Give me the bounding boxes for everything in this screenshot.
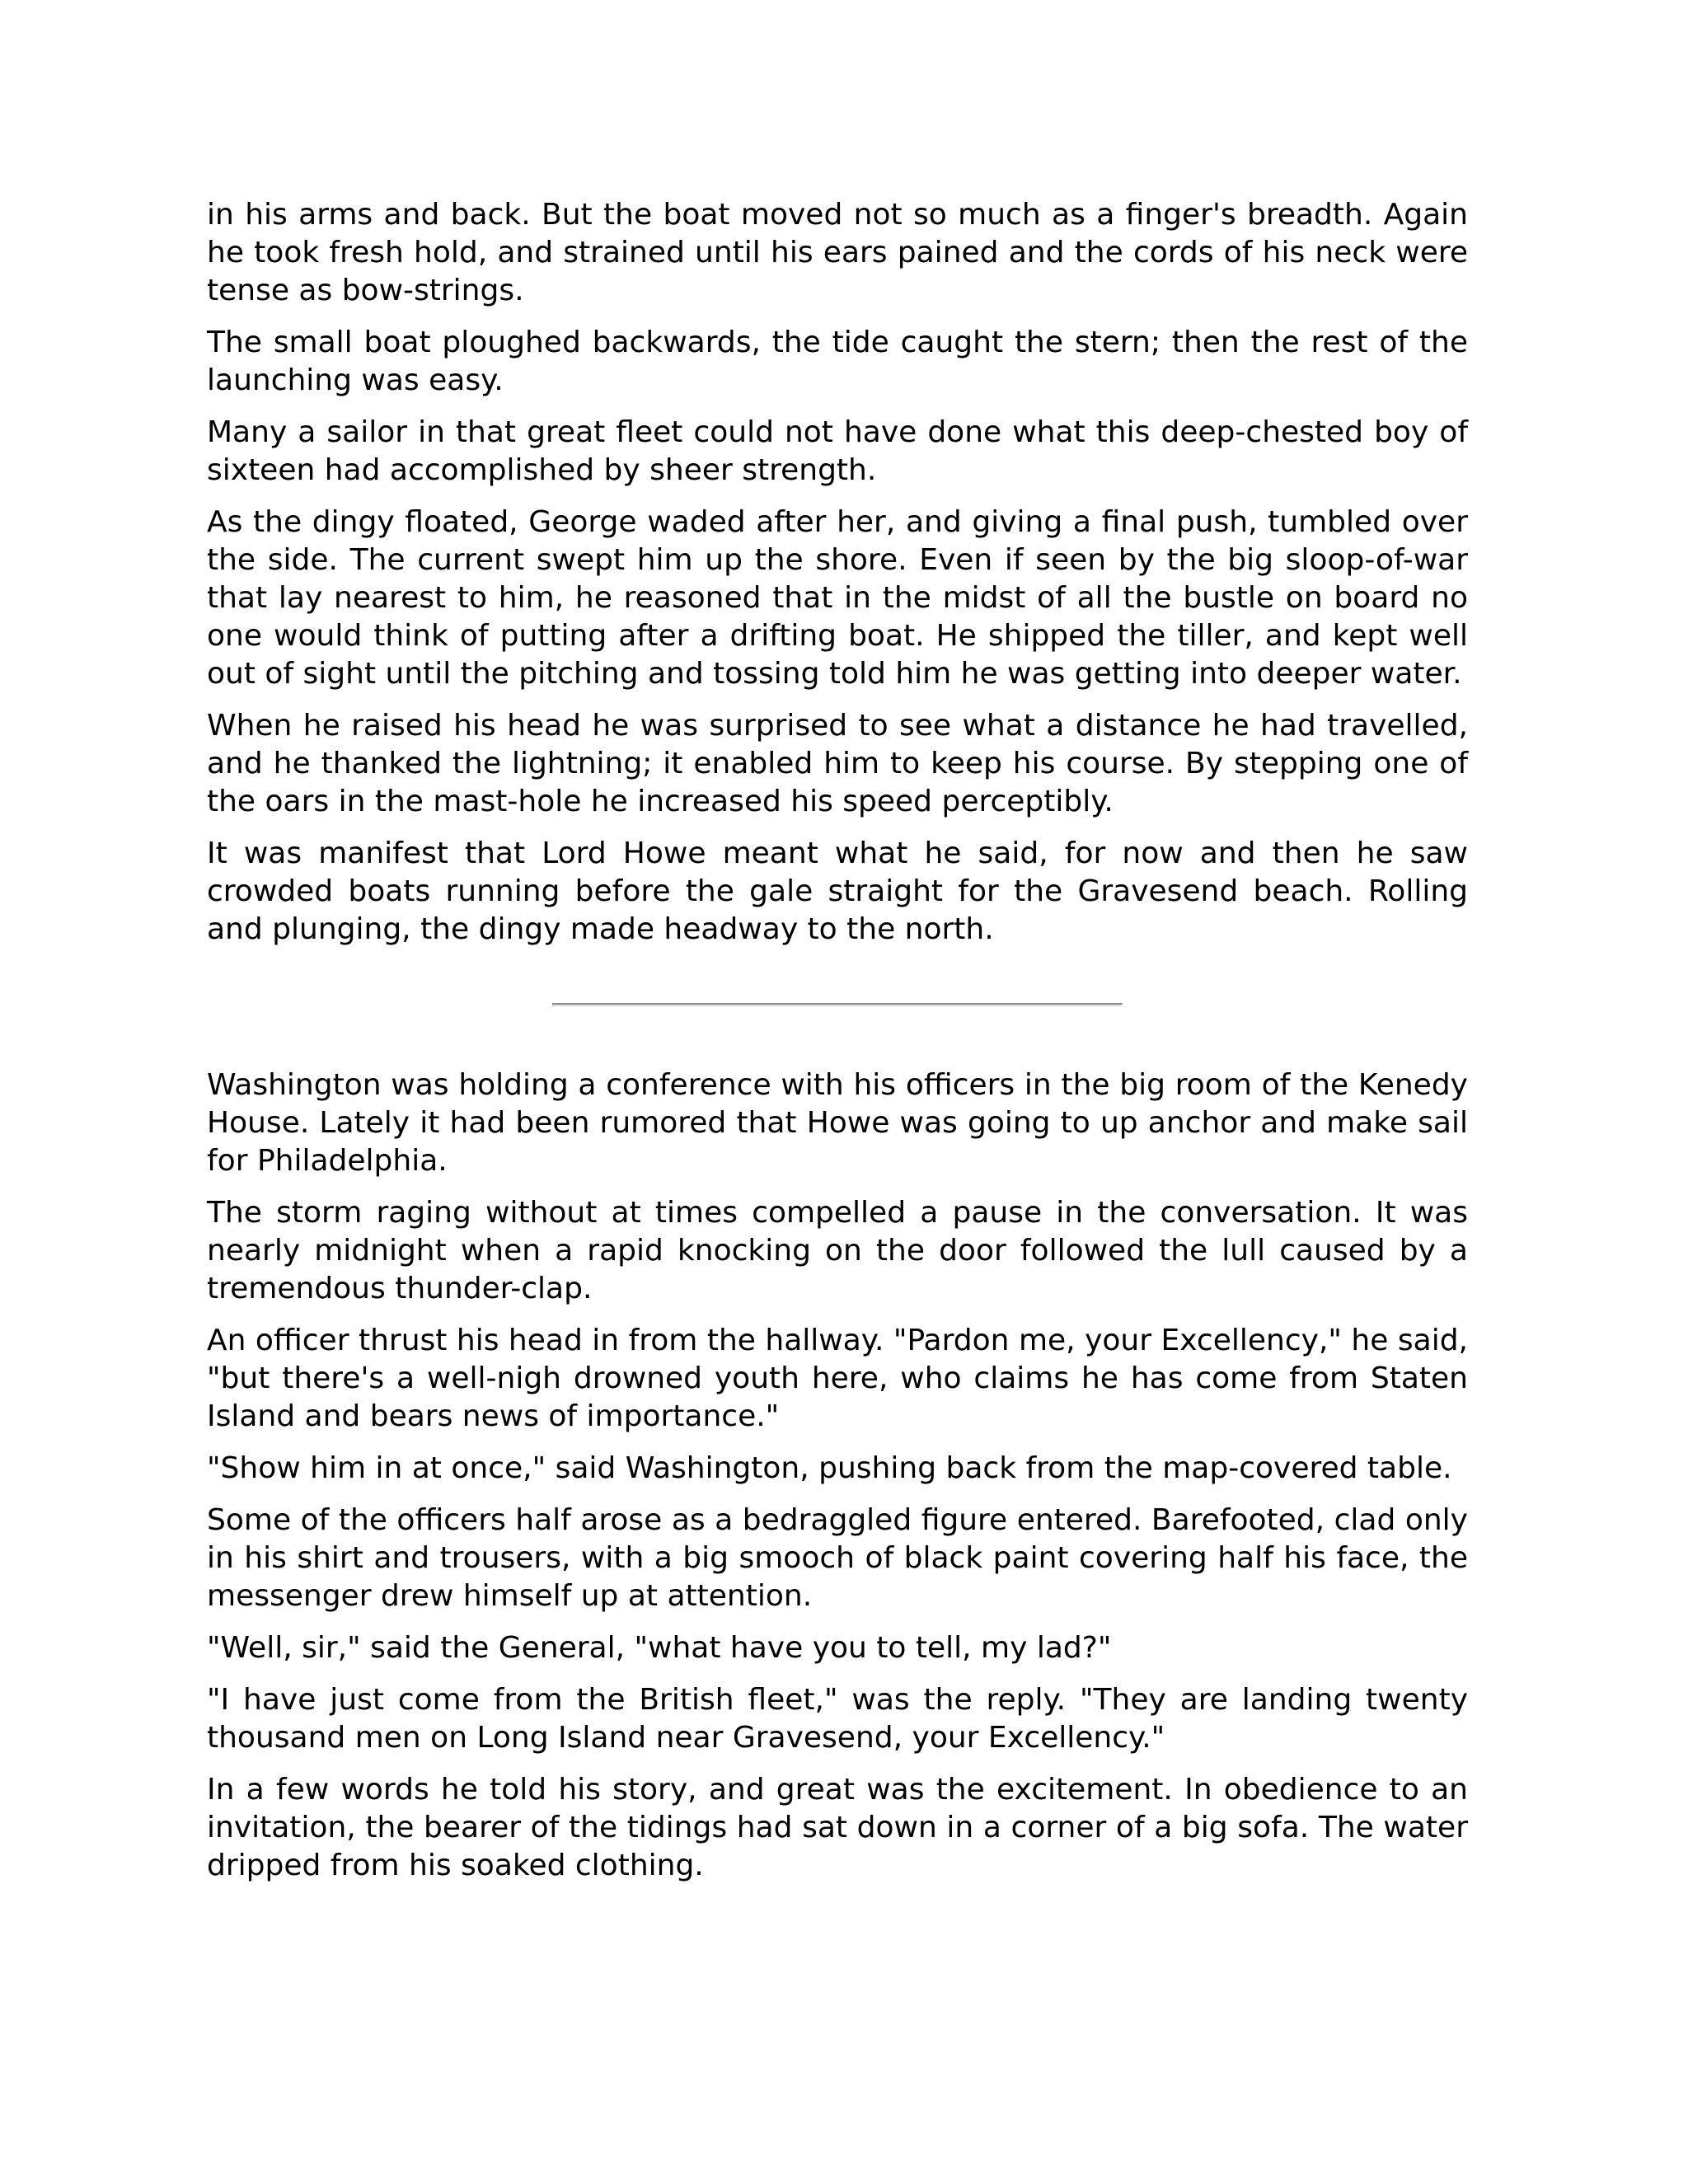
section-2	[207, 1066, 1468, 1885]
paragraph: The storm raging without at times compelled a pause in the conversation. It was nearly midnight when a rapid knocking on the door followed the lull caused by a tremendous thunder-clap.	[207, 1196, 1468, 1305]
paragraph: "Well, sir," said the General, "what have you to tell, my lad?"	[207, 1631, 1112, 1665]
paragraph: The small boat ploughed backwards, the tide caught the stern; then the rest of the launching was easy.	[207, 326, 1468, 397]
section-1	[207, 196, 1468, 949]
paragraph: "Show him in at once," said Washington, pushing back from the map-covered table.	[207, 1451, 1452, 1485]
paragraph: in his arms and back. But the boat moved not so much as a finger's breadth. Again he took fresh hold, and strained until his ears pained and the cords of his neck were tense as bow-strings.	[207, 198, 1468, 307]
paragraph: When he raised his head he was surprised to see what a distance he had travelled, and he thanked the lightning; it enabled him to keep his course. By stepping one of the oars in the mast-hole he increased his speed perceptibly.	[207, 709, 1468, 818]
paragraph: As the dingy floated, George waded after her, and giving a final push, tumbled over the side. The current swept him up the shore. Even if seen by the big sloop-of-war that lay nearest to him, he reasoned that in the midst of all the bustle on board no one would think of putting after a drifting boat. He shipped the tiller, and kept well out of sight until the pitching and tossing told him he was getting into deeper water.	[207, 505, 1468, 691]
paragraph: In a few words he told his story, and great was the excitement. In obedience to an invitation, the bearer of the tidings had sat down in a corner of a big sofa. The water dripped from his soaked clothing.	[207, 1773, 1468, 1882]
paragraph: It was manifest that Lord Howe meant what he said, for now and then he saw crowded boats running before the gale straight for the Gravesend beach. Rolling and plunging, the dingy made headway to the north.	[207, 837, 1468, 946]
paragraph: An officer thrust his head in from the hallway. "Pardon me, your Excellency," he said, "but there's a well-nigh drowned youth here, who claims he has come from Staten Island and bears news of importance."	[207, 1324, 1468, 1433]
paragraph: Washington was holding a conference with his officers in the big room of the Kenedy House. Lately it had been rumored that Howe was going to up anchor and make sail for Philadelphia.	[207, 1068, 1468, 1178]
paragraph: Many a sailor in that great fleet could not have done what this deep-chested boy of sixteen had accomplished by sheer strength.	[207, 415, 1468, 487]
paragraph: "I have just come from the British fleet," was the reply. "They are landing twenty thousand men on Long Island near Gravesend, your Excellency."	[207, 1683, 1468, 1755]
document-page	[207, 196, 1468, 1899]
section-divider	[552, 1003, 1123, 1006]
paragraph: Some of the officers half arose as a bedraggled figure entered. Barefooted, clad only in his shirt and trousers, with a big smooch of black paint covering half his face, the messenger drew himself up at attention.	[207, 1503, 1468, 1613]
